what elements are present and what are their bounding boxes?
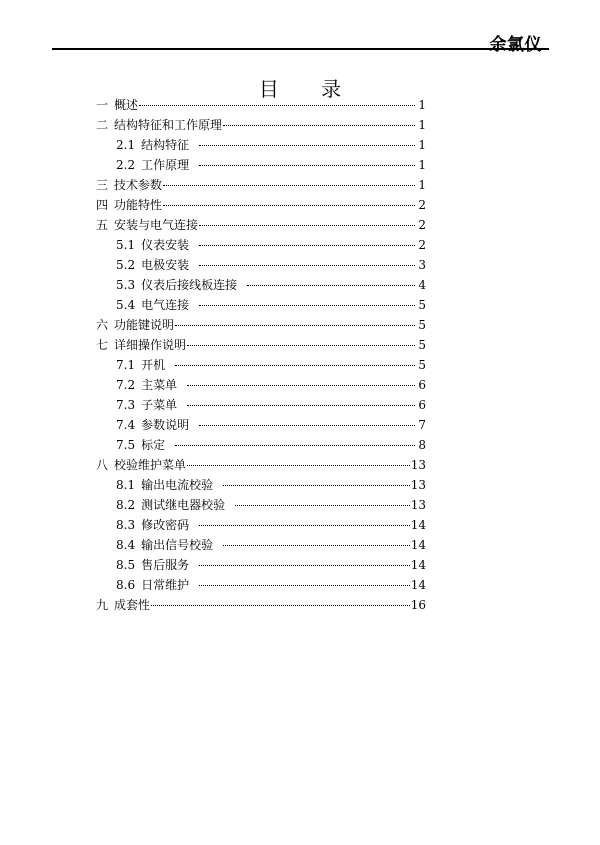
toc-entry[interactable]: [96, 275, 426, 295]
toc-entry-label: 标定: [141, 438, 166, 452]
toc-entry-page: 5: [418, 358, 426, 372]
toc-entry-number: 一: [96, 98, 109, 112]
table-of-contents: [96, 95, 426, 615]
toc-entry[interactable]: [96, 235, 426, 255]
toc-entry-number: 八: [96, 458, 109, 472]
toc-entry[interactable]: [96, 255, 426, 275]
toc-entry-page: 13: [410, 458, 426, 472]
toc-leader-dots: [199, 525, 410, 526]
toc-entry[interactable]: [96, 95, 426, 115]
toc-entry[interactable]: [96, 415, 426, 435]
toc-entry-label: 测试继电器校验: [141, 498, 226, 512]
toc-entry-label: 售后服务: [141, 558, 190, 572]
toc-entry[interactable]: [96, 535, 426, 555]
toc-entry-number: 九: [96, 598, 109, 612]
toc-entry[interactable]: [96, 195, 426, 215]
toc-entry-label: 概述: [114, 98, 139, 112]
toc-entry-page: 13: [410, 478, 426, 492]
toc-entry-page: 1: [418, 178, 426, 192]
toc-leader-dots: [223, 125, 415, 126]
toc-entry-page: 3: [418, 258, 426, 272]
toc-entry-page: 7: [418, 418, 426, 432]
toc-leader-dots: [199, 565, 410, 566]
toc-entry-label: 输出信号校验: [141, 538, 214, 552]
toc-entry-page: 1: [418, 138, 426, 152]
toc-entry-number: 5.4: [116, 298, 136, 312]
toc-entry-page: 14: [410, 558, 426, 572]
toc-entry-number: 二: [96, 118, 109, 132]
toc-entry-page: 8: [418, 438, 426, 452]
header-rule: [52, 48, 549, 50]
toc-entry-label: 日常维护: [141, 578, 190, 592]
toc-leader-dots: [163, 205, 415, 206]
toc-entry-number: 8.6: [116, 578, 136, 592]
toc-entry[interactable]: [96, 355, 426, 375]
toc-entry-number: 三: [96, 178, 109, 192]
toc-entry-number: 五: [96, 218, 109, 232]
toc-entry-label: 结构特征和工作原理: [114, 118, 223, 132]
toc-leader-dots: [187, 465, 410, 466]
toc-entry-label: 详细操作说明: [114, 338, 187, 352]
toc-entry-page: 14: [410, 538, 426, 552]
toc-entry-label: 电气连接: [141, 298, 190, 312]
toc-entry[interactable]: [96, 455, 426, 475]
toc-entry-page: 4: [418, 278, 426, 292]
toc-entry-label: 修改密码: [141, 518, 190, 532]
toc-entry-number: 7.1: [116, 358, 136, 372]
toc-entry-number: 7.3: [116, 398, 136, 412]
toc-entry-label: 工作原理: [141, 158, 190, 172]
toc-entry[interactable]: [96, 395, 426, 415]
toc-leader-dots: [199, 245, 415, 246]
toc-entry-page: 1: [418, 118, 426, 132]
toc-leader-dots: [199, 145, 415, 146]
toc-entry-number: 8.3: [116, 518, 136, 532]
toc-entry-label: 安装与电气连接: [114, 218, 199, 232]
toc-entry-number: 8.1: [116, 478, 136, 492]
toc-leader-dots: [187, 345, 415, 346]
toc-entry-page: 14: [410, 578, 426, 592]
toc-entry-number: 六: [96, 318, 109, 332]
toc-entry-page: 5: [418, 318, 426, 332]
toc-entry[interactable]: [96, 295, 426, 315]
toc-entry-number: 5.3: [116, 278, 136, 292]
toc-entry-label: 开机: [141, 358, 166, 372]
toc-entry-page: 16: [410, 598, 426, 612]
toc-entry-page: 5: [418, 338, 426, 352]
toc-entry[interactable]: [96, 555, 426, 575]
toc-leader-dots: [199, 585, 410, 586]
toc-entry[interactable]: [96, 595, 426, 615]
toc-entry-number: 8.5: [116, 558, 136, 572]
toc-leader-dots: [151, 605, 410, 606]
toc-entry-number: 7.4: [116, 418, 136, 432]
toc-title: 目 录: [258, 77, 360, 101]
toc-entry-label: 校验维护菜单: [114, 458, 187, 472]
toc-entry[interactable]: [96, 335, 426, 355]
toc-entry-page: 6: [418, 398, 426, 412]
toc-entry-label: 参数说明: [141, 418, 190, 432]
toc-leader-dots: [223, 545, 410, 546]
toc-entry[interactable]: [96, 515, 426, 535]
toc-leader-dots: [187, 405, 415, 406]
toc-entry-page: 1: [418, 158, 426, 172]
toc-entry-number: 七: [96, 338, 109, 352]
toc-leader-dots: [175, 365, 415, 366]
toc-entry[interactable]: [96, 215, 426, 235]
toc-entry-number: 5.2: [116, 258, 136, 272]
toc-entry-label: 成套性: [114, 598, 151, 612]
toc-leader-dots: [175, 325, 415, 326]
toc-entry-label: 输出电流校验: [141, 478, 214, 492]
toc-entry-page: 2: [418, 238, 426, 252]
toc-leader-dots: [139, 105, 415, 106]
toc-entry[interactable]: [96, 315, 426, 335]
toc-entry-number: 2.1: [116, 138, 136, 152]
toc-entry-label: 技术参数: [114, 178, 163, 192]
toc-leader-dots: [187, 385, 415, 386]
toc-entry[interactable]: [96, 435, 426, 455]
toc-leader-dots: [199, 305, 415, 306]
toc-entry-page: 13: [410, 498, 426, 512]
toc-entry-page: 1: [418, 98, 426, 112]
toc-entry-number: 5.1: [116, 238, 136, 252]
toc-entry-number: 四: [96, 198, 109, 212]
toc-entry-page: 2: [418, 218, 426, 232]
toc-leader-dots: [247, 285, 415, 286]
toc-entry-number: 7.5: [116, 438, 136, 452]
toc-entry[interactable]: [96, 495, 426, 515]
toc-entry-number: 7.2: [116, 378, 136, 392]
toc-leader-dots: [199, 165, 415, 166]
toc-entry-label: 仪表安装: [141, 238, 190, 252]
toc-entry-number: 8.2: [116, 498, 136, 512]
toc-entry-label: 电极安装: [141, 258, 190, 272]
toc-entry[interactable]: [96, 575, 426, 595]
toc-entry-number: 2.2: [116, 158, 136, 172]
toc-entry[interactable]: [96, 155, 426, 175]
toc-leader-dots: [199, 265, 415, 266]
toc-entry[interactable]: [96, 135, 426, 155]
toc-entry[interactable]: [96, 115, 426, 135]
header-title: 余氯仪: [489, 35, 542, 55]
toc-entry-page: 6: [418, 378, 426, 392]
toc-entry-label: 功能键说明: [114, 318, 175, 332]
toc-leader-dots: [235, 505, 410, 506]
toc-entry[interactable]: [96, 175, 426, 195]
toc-leader-dots: [199, 225, 415, 226]
toc-leader-dots: [175, 445, 415, 446]
toc-entry[interactable]: [96, 375, 426, 395]
toc-entry-number: 8.4: [116, 538, 136, 552]
toc-entry-label: 仪表后接线板连接: [141, 278, 238, 292]
toc-entry[interactable]: [96, 475, 426, 495]
toc-entry-label: 结构特征: [141, 138, 190, 152]
toc-entry-page: 2: [418, 198, 426, 212]
toc-entry-label: 功能特性: [114, 198, 163, 212]
toc-leader-dots: [163, 185, 415, 186]
toc-entry-label: 主菜单: [141, 378, 178, 392]
toc-entry-page: 5: [418, 298, 426, 312]
toc-entry-page: 14: [410, 518, 426, 532]
toc-leader-dots: [223, 485, 410, 486]
toc-leader-dots: [199, 425, 415, 426]
toc-entry-label: 子菜单: [141, 398, 178, 412]
